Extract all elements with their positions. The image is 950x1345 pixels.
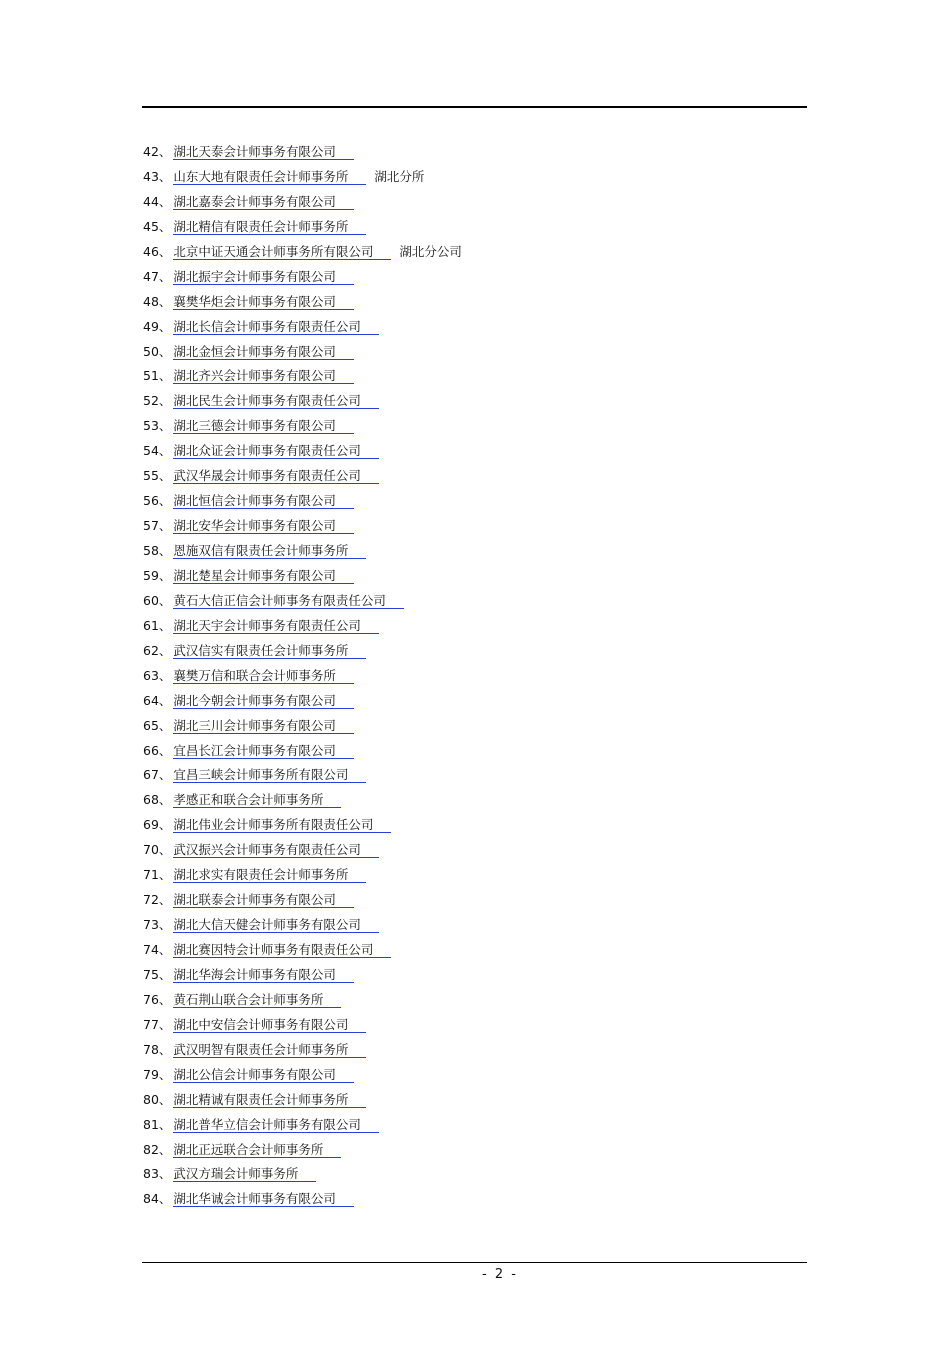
firm-name-link[interactable]: 湖北赛因特会计师事务有限责任公司 [173,942,391,958]
list-item [143,866,462,891]
firm-name-link[interactable]: 湖北联泰会计师事务有限公司 [173,892,354,908]
entry-number: 59、 [143,567,172,583]
entry-number: 60、 [143,592,172,608]
firm-name-link[interactable]: 宜昌长江会计师事务有限公司 [173,743,354,759]
firm-name-link[interactable]: 湖北齐兴会计师事务有限公司 [173,368,354,384]
firm-name-link[interactable]: 武汉方瑞会计师事务所 [173,1166,316,1182]
list-item [143,1165,462,1190]
firm-name-link[interactable]: 湖北金恒会计师事务有限公司 [173,344,354,360]
branch-suffix: 湖北分所 [374,168,425,184]
entry-number: 55、 [143,468,172,484]
entry-number: 62、 [143,642,172,658]
list-item [143,1091,462,1116]
list-item [143,642,462,667]
list-item [143,891,462,916]
entry-number: 54、 [143,443,172,459]
entry-number: 84、 [143,1191,172,1207]
firm-name-link[interactable]: 武汉信实有限责任会计师事务所 [173,643,366,659]
firm-name-link[interactable]: 湖北众证会计师事务有限责任公司 [173,443,379,459]
entry-number: 45、 [143,218,172,234]
list-item [143,392,462,417]
branch-suffix: 湖北分公司 [399,243,462,259]
list-item [143,1141,462,1166]
list-item [143,991,462,1016]
firm-name-link[interactable]: 湖北精信有限责任会计师事务所 [173,219,366,235]
list-item [143,243,462,268]
firm-name-link[interactable]: 武汉华晟会计师事务有限责任公司 [173,468,379,484]
firm-name-link[interactable]: 孝感正和联合会计师事务所 [173,792,341,808]
list-item [143,467,462,492]
list-item [143,766,462,791]
list-item [143,343,462,368]
entry-number: 58、 [143,543,172,558]
list-item [143,442,462,467]
list-item [143,293,462,318]
firm-name-link[interactable]: 湖北中安信会计师事务有限公司 [173,1017,366,1033]
entry-number: 76、 [143,991,172,1007]
footer-divider [142,1262,807,1263]
list-item [143,492,462,517]
entry-number: 83、 [143,1166,172,1182]
entry-number: 46、 [143,243,172,259]
entry-number: 74、 [143,942,172,957]
firm-name-link[interactable]: 黄石大信正信会计师事务有限责任公司 [173,593,404,609]
list-item [143,791,462,816]
list-item [143,567,462,592]
entry-number: 51、 [143,368,172,384]
entry-number: 72、 [143,892,172,908]
list-item [143,193,462,218]
firm-name-link[interactable]: 湖北嘉泰会计师事务有限公司 [173,194,354,210]
firm-name-link[interactable]: 宜昌三峡会计师事务所有限公司 [173,767,366,783]
list-item [143,367,462,392]
entry-number: 77、 [143,1016,172,1032]
firm-name-link[interactable]: 湖北伟业会计师事务所有限责任公司 [173,817,391,833]
list-item [143,841,462,866]
entry-number: 67、 [143,767,172,783]
entry-number: 68、 [143,792,172,808]
entry-number: 78、 [143,1041,172,1057]
entry-number: 44、 [143,193,172,209]
firm-name-link[interactable]: 湖北三德会计师事务有限公司 [173,418,354,434]
list-item [143,218,462,243]
entry-number: 43、 [143,168,172,184]
entry-number: 57、 [143,518,172,534]
entry-number: 69、 [143,817,172,833]
entry-number: 48、 [143,293,172,309]
firm-name-link[interactable]: 襄樊万信和联合会计师事务所 [173,668,354,684]
firm-name-link[interactable]: 湖北天泰会计师事务有限公司 [173,144,354,160]
firm-name-link[interactable]: 湖北长信会计师事务有限责任公司 [173,319,379,335]
firm-name-link[interactable]: 湖北振宇会计师事务有限公司 [173,269,354,285]
entry-number: 64、 [143,692,172,708]
list-item [143,617,462,642]
entry-number: 75、 [143,966,172,982]
firm-name-link[interactable]: 湖北求实有限责任会计师事务所 [173,867,366,883]
firm-name-link[interactable]: 襄樊华炬会计师事务有限公司 [173,294,354,310]
list-item [143,1016,462,1041]
entry-number: 49、 [143,318,172,334]
firm-name-link[interactable]: 湖北正远联合会计师事务所 [173,1142,341,1158]
entry-number: 79、 [143,1066,172,1082]
list-item [143,168,462,193]
list-item [143,417,462,442]
entry-number: 73、 [143,917,172,933]
list-item [143,143,462,168]
list-item [143,1041,462,1066]
entry-number: 50、 [143,343,172,359]
entry-number: 82、 [143,1141,172,1157]
firm-name-link[interactable]: 湖北大信天健会计师事务有限公司 [173,917,379,933]
entry-number: 56、 [143,493,172,509]
list-item [143,542,462,567]
firm-name-link[interactable]: 湖北华海会计师事务有限公司 [173,967,354,983]
list-item [143,692,462,717]
page-number: - 2 - [482,1267,518,1282]
list-item [143,1190,462,1215]
firm-name-link[interactable]: 湖北天宇会计师事务有限责任公司 [173,618,379,634]
firm-name-link[interactable]: 黄石荆山联合会计师事务所 [173,992,341,1008]
list-item [143,1116,462,1141]
firm-name-link[interactable]: 武汉振兴会计师事务有限责任公司 [173,842,379,858]
firm-name-link[interactable]: 北京中证天通会计师事务所有限公司 [173,244,391,260]
firm-name-link[interactable]: 湖北今朝会计师事务有限公司 [173,693,354,709]
entry-number: 71、 [143,867,172,883]
firm-name-link[interactable]: 湖北公信会计师事务有限公司 [173,1067,354,1083]
entry-number: 52、 [143,393,172,409]
entry-number: 81、 [143,1116,172,1132]
entry-number: 65、 [143,717,172,733]
firm-name-link[interactable]: 湖北普华立信会计师事务有限公司 [173,1117,379,1133]
firm-name-link[interactable]: 湖北华诚会计师事务有限公司 [173,1191,354,1207]
entry-number: 53、 [143,418,172,434]
list-item [143,517,462,542]
list-item [143,1066,462,1091]
firm-name-link[interactable]: 恩施双信有限责任会计师事务所 [173,543,366,559]
list-item [143,916,462,941]
list-item [143,941,462,966]
list-item [143,592,462,617]
firm-name-link[interactable]: 湖北三川会计师事务有限公司 [173,718,354,734]
entry-number: 61、 [143,617,172,633]
entry-number: 47、 [143,268,172,284]
entry-number: 42、 [143,144,172,159]
header-divider [142,106,807,108]
firm-name-link[interactable]: 湖北楚星会计师事务有限公司 [173,568,354,584]
firm-name-link[interactable]: 湖北精诚有限责任会计师事务所 [173,1092,366,1108]
list-item [143,816,462,841]
firm-name-link[interactable]: 山东大地有限责任会计师事务所 [173,169,366,185]
list-item [143,667,462,692]
firm-name-link[interactable]: 湖北恒信会计师事务有限公司 [173,493,354,509]
list-item [143,318,462,343]
list-item [143,742,462,767]
entry-number: 63、 [143,667,172,683]
firm-name-link[interactable]: 武汉明智有限责任会计师事务所 [173,1042,366,1058]
list-item [143,966,462,991]
firm-name-link[interactable]: 湖北民生会计师事务有限责任公司 [173,393,379,409]
firm-name-link[interactable]: 湖北安华会计师事务有限公司 [173,518,354,534]
entry-number: 80、 [143,1091,172,1107]
list-item [143,717,462,742]
list-item [143,268,462,293]
entry-number: 66、 [143,742,172,758]
entry-number: 70、 [143,842,172,858]
firm-list [143,143,462,1215]
